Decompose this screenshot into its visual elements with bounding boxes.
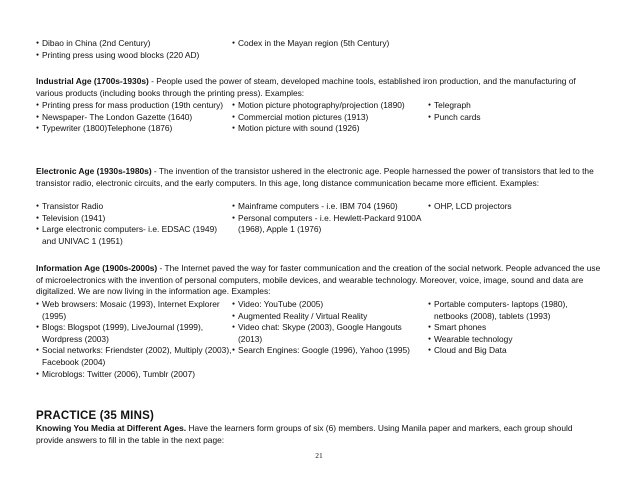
list-item: ● Augmented Reality / Virtual Reality — [232, 311, 428, 323]
list-column — [36, 100, 232, 135]
list-item: ● Telegraph — [428, 100, 598, 112]
industrial-age-text: - People used the power of steam, developed machine tools, established iron production, and the manufacturing of various products (including books through the printing press). Examples: — [36, 76, 576, 98]
list-column — [428, 100, 598, 135]
list-item: ● Large electronic computers- i.e. EDSAC (1949) and UNIVAC 1 (1951) — [36, 224, 232, 247]
list-item: ● Smart phones — [428, 322, 598, 334]
list-item: ● Video: YouTube (2005) — [232, 299, 428, 311]
list-column — [36, 201, 232, 247]
list-item: ● Mainframe computers - i.e. IBM 704 (1960) — [232, 201, 428, 213]
list-column — [36, 38, 232, 61]
information-age-heading: Information Age (1900s-2000s) — [36, 263, 158, 273]
information-age-paragraph — [36, 263, 602, 298]
list-column — [232, 201, 428, 247]
list-item: ● Social networks: Friendster (2002), Multiply (2003), Facebook (2004) — [36, 345, 232, 368]
list-item: ● Printing press using wood blocks (220 AD) — [36, 50, 232, 62]
electronic-age-text: - The invention of the transistor ushered in the electronic age. People harnessed the power of transistors that led to the transistor radio, electronic circuits, and the early computers. In this age, long distance communication became more efficient. Examples: — [36, 166, 594, 188]
industrial-age-paragraph — [36, 76, 602, 99]
industrial-examples-list — [36, 100, 598, 135]
list-column — [428, 299, 598, 380]
list-item: ● Dibao in China (2nd Century) — [36, 38, 232, 50]
list-column — [36, 299, 232, 380]
page-number: 21 — [315, 451, 323, 460]
list-item: ● Personal computers - i.e. Hewlett-Packard 9100A (1968), Apple 1 (1976) — [232, 213, 428, 236]
list-item: ● Codex in the Mayan region (5th Century) — [232, 38, 428, 50]
list-column — [232, 299, 428, 380]
list-item: ● Transistor Radio — [36, 201, 232, 213]
list-item: ● Commercial motion pictures (1913) — [232, 112, 428, 124]
list-item: ● Web browsers: Mosaic (1993), Internet Explorer (1995) — [36, 299, 232, 322]
information-age-text: - The Internet paved the way for faster communication and the creation of the social network. People advanced the use of microelectronics with the invention of personal computers, mobile devices, and wearable technology. Moreover, voice, image, sound and data are digitalized. We are now living in the information age. Examples: — [36, 263, 601, 297]
industrial-age-heading: Industrial Age (1700s-1930s) — [36, 76, 149, 86]
list-item: ● Television (1941) — [36, 213, 232, 225]
list-item: ● OHP, LCD projectors — [428, 201, 598, 213]
list-item: ● Portable computers- laptops (1980), netbooks (2008), tablets (1993) — [428, 299, 598, 322]
list-item: ● Motion picture with sound (1926) — [232, 123, 428, 135]
practice-paragraph — [36, 423, 602, 446]
list-item: ● Printing press for mass production (19th century) — [36, 100, 232, 112]
list-item: ● Typewriter (1800)Telephone (1876) — [36, 123, 232, 135]
list-item: ● Cloud and Big Data — [428, 345, 598, 357]
practice-text: Have the learners form groups of six (6) members. Using Manila paper and markers, each group should provide answers to fill in the table in the next page: — [36, 423, 573, 445]
list-column — [232, 38, 428, 61]
practice-title: PRACTICE (35 MINS) — [36, 410, 154, 422]
list-item: ● Blogs: Blogspot (1999), LiveJournal (1999), Wordpress (2003) — [36, 322, 232, 345]
practice-heading: Knowing You Media at Different Ages. — [36, 423, 187, 433]
list-item: ● Wearable technology — [428, 334, 598, 346]
list-item: ● Video chat: Skype (2003), Google Hangouts (2013) — [232, 322, 428, 345]
electronic-age-heading: Electronic Age (1930s-1980s) — [36, 166, 152, 176]
early-examples-list — [36, 38, 428, 61]
list-item: ● Motion picture photography/projection (1890) — [232, 100, 428, 112]
list-item: ● Newspaper- The London Gazette (1640) — [36, 112, 232, 124]
list-item: ● Search Engines: Google (1996), Yahoo (1995) — [232, 345, 428, 357]
list-item: ● Punch cards — [428, 112, 598, 124]
electronic-examples-list — [36, 201, 598, 247]
information-examples-list — [36, 299, 598, 380]
list-column — [232, 100, 428, 135]
list-item: ● Microblogs: Twitter (2006), Tumblr (2007) — [36, 369, 232, 381]
electronic-age-paragraph — [36, 166, 602, 189]
list-column — [428, 201, 598, 247]
